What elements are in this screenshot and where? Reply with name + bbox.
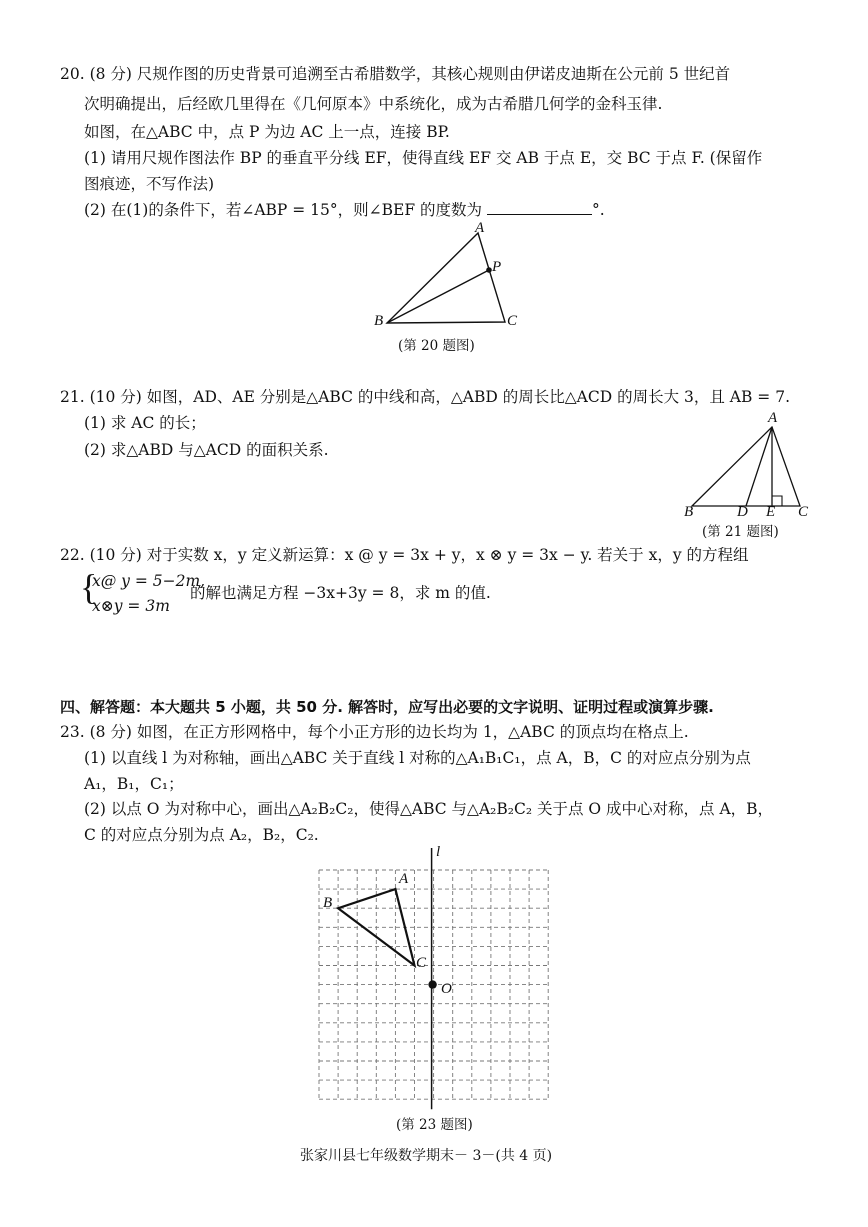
q22-line-1: 22. (10 分) 对于实数 x，y 定义新运算：x @ y = 3x + y，x ⊗ y = 3x − y. 若关于 x，y 的方程组	[60, 546, 749, 564]
label-b-21: B	[684, 504, 694, 520]
label-c-21: C	[798, 504, 809, 520]
label-o: O	[441, 981, 452, 997]
q20-line-4: (1) 请用尺规作图法作 BP 的垂直平分线 EF，使得直线 EF 交 AB 于点 E，交 BC 于点 F. (保留作	[84, 149, 763, 167]
label-b-23: B	[323, 895, 333, 911]
figure-23-caption: (第 23 题图)	[396, 1117, 473, 1133]
q20-part2-end: °.	[591, 201, 605, 219]
figure-21	[680, 415, 820, 515]
figure-21-caption: (第 21 题图)	[702, 524, 779, 540]
label-c: C	[507, 313, 518, 329]
figure-20-caption: (第 20 题图)	[398, 338, 475, 354]
label-l: l	[436, 844, 441, 860]
q22-equation-2: x⊗y = 3m	[92, 597, 170, 615]
q23-line-1: 23. (8 分) 如图，在正方形网格中，每个小正方形的边长均为 1，△ABC 的顶点均在格点上.	[60, 723, 689, 741]
q20-part2-text: (2) 在(1)的条件下，若∠ABP = 15°，则∠BEF 的度数为	[84, 201, 483, 219]
q23-line-5: C 的对应点分别为点 A₂，B₂，C₂.	[84, 826, 319, 844]
q20-line-5: 图痕迹，不写作法)	[84, 175, 215, 193]
label-c-23: C	[416, 955, 427, 971]
triangle-abc	[387, 233, 505, 323]
figure-23-grid	[310, 840, 560, 1110]
label-d-21: D	[737, 504, 748, 520]
q20-line-1: 20. (8 分) 尺规作图的历史背景可追溯至古希腊数学，其核心规则由伊诺皮迪斯在公元前 5 世纪首	[60, 65, 731, 83]
label-b: B	[374, 313, 384, 329]
label-e-21: E	[766, 504, 776, 520]
label-a-21: A	[768, 410, 778, 426]
answer-blank[interactable]	[487, 200, 592, 215]
q21-line-2: (1) 求 AC 的长；	[84, 414, 206, 432]
section-4-heading: 四、解答题：本大题共 5 小题，共 50 分. 解答时，应写出必要的文字说明、证明过程或演算步骤.	[60, 698, 714, 716]
label-a-23: A	[399, 871, 409, 887]
system-brace: {	[80, 567, 98, 607]
triangle-abc-21	[692, 427, 800, 506]
q23-line-4: (2) 以点 O 为对称中心，画出△A₂B₂C₂，使得△ABC 与△A₂B₂C₂ 关于点 O 成中心对称，点 A，B，	[84, 800, 774, 818]
q22-equation-1: x@ y = 5−2m,	[92, 572, 206, 590]
page-footer: 张家川县七年级数学期末－ 3－(共 4 页)	[300, 1148, 553, 1164]
q22-line-2: 的解也满足方程 −3x+3y = 8，求 m 的值.	[190, 584, 491, 602]
median-ad	[746, 427, 772, 506]
q20-line-3: 如图，在△ABC 中，点 P 为边 AC 上一点，连接 BP.	[84, 123, 450, 141]
label-a: A	[475, 220, 485, 236]
center-point-o	[428, 980, 436, 988]
q20-line-6	[84, 200, 605, 220]
point-p	[486, 267, 492, 273]
segment-bp	[387, 270, 489, 323]
q21-line-1: 21. (10 分) 如图，AD、AE 分别是△ABC 的中线和高，△ABD 的周长比△ACD 的周长大 3，且 AB = 7.	[60, 388, 791, 406]
figure-20	[370, 225, 530, 335]
q23-line-3: A₁，B₁，C₁；	[84, 775, 184, 793]
q23-line-2: (1) 以直线 l 为对称轴，画出△ABC 关于直线 l 对称的△A₁B₁C₁，点 A，B，C 的对应点分别为点	[84, 749, 751, 767]
q20-line-2: 次明确提出，后经欧几里得在《几何原本》中系统化，成为古希腊几何学的金科玉律.	[84, 95, 663, 113]
label-p: P	[492, 259, 502, 275]
q21-line-3: (2) 求△ABD 与△ACD 的面积关系.	[84, 441, 329, 459]
